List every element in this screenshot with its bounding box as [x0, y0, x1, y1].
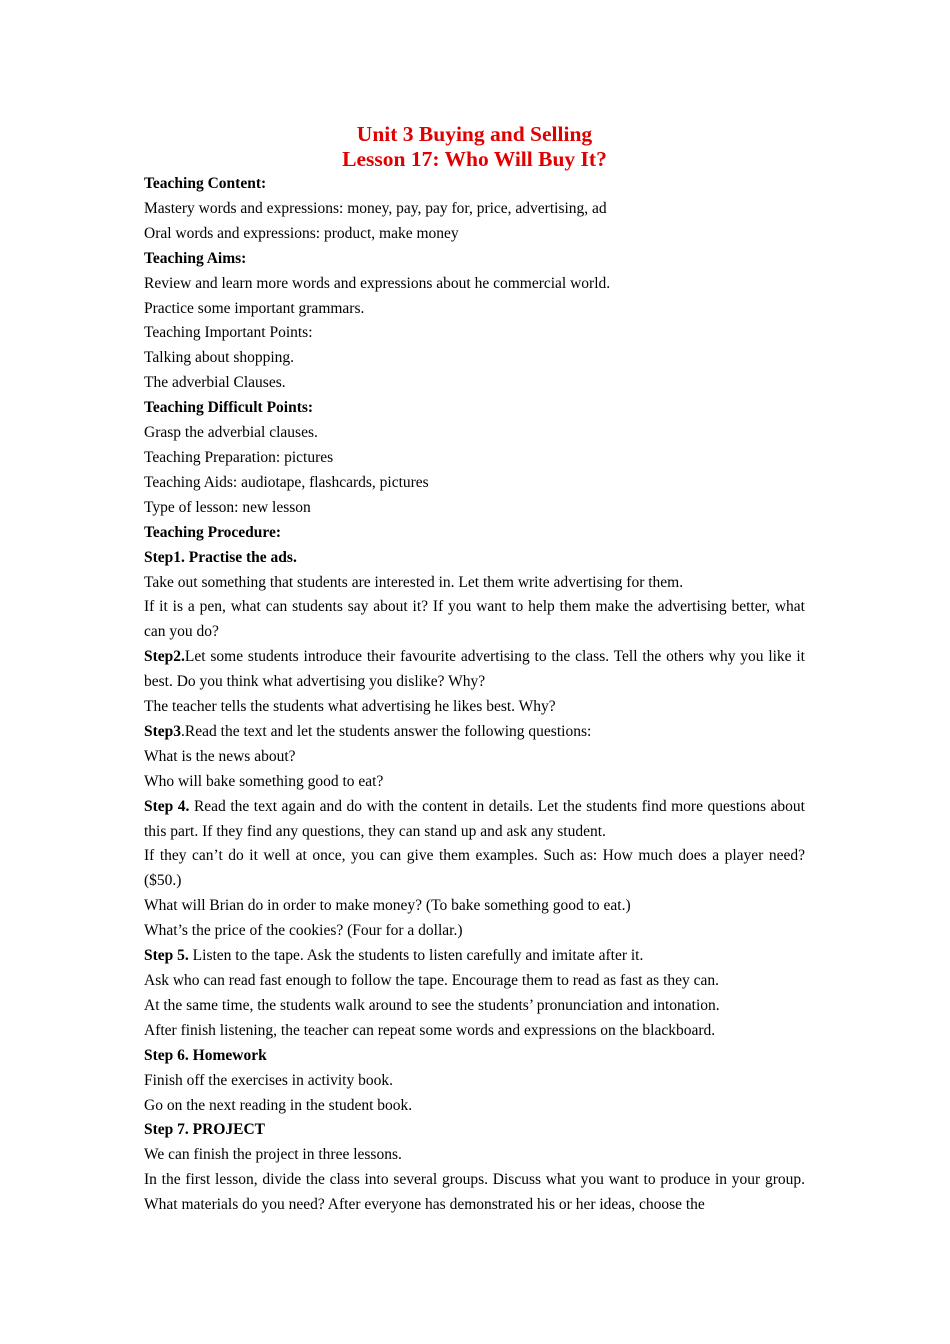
paragraph — [144, 994, 805, 1019]
document-page — [144, 122, 805, 1218]
paragraph — [144, 1094, 805, 1119]
paragraph-heading: Step2. — [144, 648, 185, 666]
paragraph — [144, 222, 805, 247]
paragraph — [144, 695, 805, 720]
paragraph-text: If it is a pen, what can students say about it? If you want to help them make the advertising better, what can you do? — [144, 598, 805, 641]
paragraph — [144, 297, 805, 322]
paragraph-heading: Step 4. — [144, 797, 190, 815]
paragraph-text: Take out something that students are interested in. Let them write advertising for them. — [144, 573, 684, 591]
paragraph-heading: Step 6. Homework — [144, 1046, 267, 1064]
paragraph-heading: Teaching Aims: — [144, 249, 247, 267]
paragraph-text: Go on the next reading in the student book. — [144, 1096, 413, 1114]
paragraph — [144, 1168, 805, 1218]
paragraph-text: Teaching Aids: audiotape, flashcards, pictures — [144, 473, 429, 491]
paragraph-text: Who will bake something good to eat? — [144, 772, 384, 790]
paragraph-text: In the first lesson, divide the class into several groups. Discuss what you want to produce in your group. What materials do you need? After everyone has demonstrated his or her ideas, choose the — [144, 1171, 805, 1214]
paragraph-text: Talking about shopping. — [144, 349, 295, 367]
paragraph — [144, 795, 805, 845]
paragraph — [144, 919, 805, 944]
paragraph — [144, 396, 805, 421]
paragraph — [144, 720, 805, 745]
paragraph-text: Teaching Preparation: pictures — [144, 448, 334, 466]
paragraph-text: At the same time, the students walk around to see the students’ pronunciation and intonation. — [144, 996, 720, 1014]
paragraph-text: We can finish the project in three lessons. — [144, 1146, 402, 1164]
paragraph-text: What is the news about? — [144, 747, 296, 765]
paragraph — [144, 421, 805, 446]
paragraph-text: What’s the price of the cookies? (Four for a dollar.) — [144, 922, 463, 940]
paragraph — [144, 1118, 805, 1143]
paragraph-text: Mastery words and expressions: money, pay, pay for, price, advertising, ad — [144, 199, 607, 217]
paragraph-text: Review and learn more words and expressions about he commercial world. — [144, 274, 611, 292]
paragraph — [144, 1069, 805, 1094]
paragraph-text: Oral words and expressions: product, make money — [144, 224, 459, 242]
paragraph — [144, 1019, 805, 1044]
paragraph — [144, 321, 805, 346]
paragraph-heading: Step 7. PROJECT — [144, 1121, 265, 1139]
paragraph — [144, 471, 805, 496]
paragraph-text: After finish listening, the teacher can repeat some words and expressions on the blackboard. — [144, 1021, 716, 1039]
paragraph-heading: Step 5. — [144, 947, 189, 965]
paragraph — [144, 521, 805, 546]
paragraph-text: The teacher tells the students what advertising he likes best. Why? — [144, 698, 556, 716]
document-title — [144, 122, 805, 172]
document-body — [144, 172, 805, 1218]
paragraph — [144, 1044, 805, 1069]
paragraph-text: Ask who can read fast enough to follow the tape. Encourage them to read as fast as they can. — [144, 972, 720, 989]
paragraph — [144, 272, 805, 297]
paragraph-text: Teaching Important Points: — [144, 324, 313, 342]
paragraph-text: Read the text again and do with the content in details. Let the students find more questions about this part. If they find any questions, they can stand up and ask any student. — [144, 797, 805, 840]
paragraph — [144, 446, 805, 471]
paragraph — [144, 894, 805, 919]
paragraph-heading: Teaching Content: — [144, 175, 267, 192]
paragraph — [144, 645, 805, 695]
paragraph — [144, 969, 805, 994]
paragraph-text: Practice some important grammars. — [144, 299, 365, 317]
paragraph-heading: Teaching Difficult Points: — [144, 399, 314, 417]
paragraph-text: .Read the text and let the students answer the following questions: — [181, 722, 592, 740]
paragraph-heading: Teaching Procedure: — [144, 523, 282, 541]
paragraph-text: What will Brian do in order to make money? (To bake something good to eat.) — [144, 897, 631, 915]
paragraph — [144, 571, 805, 596]
paragraph — [144, 944, 805, 969]
paragraph-heading: Step1. Practise the ads. — [144, 548, 297, 566]
paragraph-heading: Step3 — [144, 722, 182, 740]
paragraph — [144, 247, 805, 272]
paragraph — [144, 496, 805, 521]
lesson-title: Lesson 17: Who Will Buy It? — [342, 147, 607, 171]
paragraph-text: Type of lesson: new lesson — [144, 498, 311, 516]
paragraph — [144, 546, 805, 571]
paragraph — [144, 844, 805, 894]
paragraph-text: Listen to the tape. Ask the students to listen carefully and imitate after it. — [188, 947, 644, 965]
paragraph-text: Finish off the exercises in activity book. — [144, 1071, 393, 1089]
paragraph-text: If they can’t do it well at once, you can give them examples. Such as: How much does a player need? ($50.) — [144, 847, 805, 890]
paragraph-text: Let some students introduce their favourite advertising to the class. Tell the others why you like it best. Do you think what advertising you dislike? Why? — [144, 648, 805, 691]
paragraph — [144, 346, 805, 371]
paragraph-text: Grasp the adverbial clauses. — [144, 424, 318, 442]
paragraph-text: The adverbial Clauses. — [144, 374, 286, 392]
paragraph — [144, 371, 805, 396]
paragraph — [144, 595, 805, 645]
paragraph — [144, 1143, 805, 1168]
paragraph — [144, 172, 805, 197]
unit-title: Unit 3 Buying and Selling — [356, 122, 593, 146]
paragraph — [144, 770, 805, 795]
paragraph — [144, 197, 805, 222]
paragraph — [144, 745, 805, 770]
